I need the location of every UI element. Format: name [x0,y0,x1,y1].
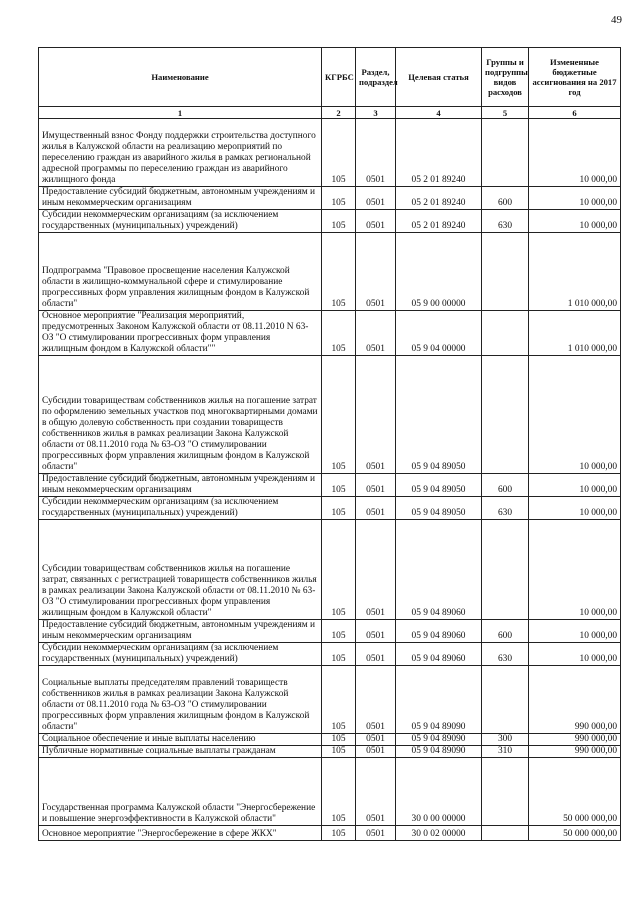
table-row [39,746,621,758]
cell-target: 05 9 04 00000 [396,311,482,356]
table-row [39,520,621,620]
cell-name: Публичные нормативные социальные выплаты гражданам [39,746,322,758]
cell-group [482,666,529,734]
cell-group: 300 [482,734,529,746]
table-row [39,666,621,734]
cell-name: Социальные выплаты председателям правлений товариществ собственников жилья в рамках реализации Закона Калужской области от 08.11.2010 года № 63-ОЗ "О стимулировании прогрессивных форм управления жилищным фондом в Калужской области" [39,666,322,734]
table-row [39,187,621,210]
cell-section: 0501 [356,497,396,520]
cell-target: 05 9 04 89090 [396,734,482,746]
cell-kgrbs: 105 [322,826,356,841]
table-row [39,311,621,356]
cell-section: 0501 [356,119,396,187]
column-number: 5 [482,107,529,119]
cell-target: 30 0 00 00000 [396,758,482,826]
table-row [39,210,621,233]
cell-amount: 990 000,00 [529,746,621,758]
cell-amount: 10 000,00 [529,643,621,666]
cell-amount: 50 000 000,00 [529,826,621,841]
table-row [39,758,621,826]
cell-amount: 10 000,00 [529,356,621,474]
cell-amount: 1 010 000,00 [529,233,621,311]
cell-group [482,119,529,187]
cell-kgrbs: 105 [322,210,356,233]
cell-amount: 10 000,00 [529,119,621,187]
cell-name: Предоставление субсидий бюджетным, автономным учреждениям и иным некоммерческим организациям [39,187,322,210]
cell-name: Основное мероприятие "Реализация мероприятий, предусмотренных Законом Калужской области от 08.11.2010 N 63-ОЗ "О стимулировании прогрессивных форм управления жилищным фондом в Калужской области"" [39,311,322,356]
cell-name: Субсидии некоммерческим организациям (за исключением государственных (муниципальных) учреждений) [39,643,322,666]
table-row [39,620,621,643]
cell-section: 0501 [356,356,396,474]
cell-target: 05 9 04 89050 [396,356,482,474]
header-amount: Измененные бюджетные ассигнования на 2017 год [529,48,621,107]
column-number: 1 [39,107,322,119]
cell-target: 05 9 04 89090 [396,666,482,734]
cell-group [482,520,529,620]
cell-amount: 10 000,00 [529,187,621,210]
cell-name: Субсидии некоммерческим организациям (за исключением государственных (муниципальных) учреждений) [39,497,322,520]
cell-amount: 990 000,00 [529,734,621,746]
cell-name: Предоставление субсидий бюджетным, автономным учреждениям и иным некоммерческим организациям [39,620,322,643]
cell-target: 05 9 04 89060 [396,620,482,643]
cell-kgrbs: 105 [322,520,356,620]
page-number: 49 [611,14,622,26]
cell-group [482,826,529,841]
cell-amount: 10 000,00 [529,520,621,620]
cell-group [482,233,529,311]
cell-target: 05 9 00 00000 [396,233,482,311]
cell-kgrbs: 105 [322,758,356,826]
header-row [39,48,621,107]
cell-amount: 1 010 000,00 [529,311,621,356]
cell-section: 0501 [356,520,396,620]
cell-name: Социальное обеспечение и иные выплаты населению [39,734,322,746]
header-kgrbs: КГРБС [322,48,356,107]
cell-section: 0501 [356,474,396,497]
cell-kgrbs: 105 [322,233,356,311]
column-number: 4 [396,107,482,119]
cell-name: Основное мероприятие "Энергосбережение в сфере ЖКХ" [39,826,322,841]
table-row [39,643,621,666]
cell-section: 0501 [356,233,396,311]
cell-section: 0501 [356,826,396,841]
cell-name: Предоставление субсидий бюджетным, автономным учреждениям и иным некоммерческим организациям [39,474,322,497]
cell-kgrbs: 105 [322,474,356,497]
cell-name: Субсидии некоммерческим организациям (за исключением государственных (муниципальных) учреждений) [39,210,322,233]
cell-amount: 50 000 000,00 [529,758,621,826]
budget-table [38,47,621,841]
cell-target: 05 2 01 89240 [396,119,482,187]
cell-target: 05 2 01 89240 [396,210,482,233]
cell-group: 630 [482,210,529,233]
cell-kgrbs: 105 [322,666,356,734]
column-number-row [39,107,621,119]
cell-kgrbs: 105 [322,620,356,643]
header-group: Группы и подгруппы видов расходов [482,48,529,107]
cell-group: 310 [482,746,529,758]
cell-kgrbs: 105 [322,187,356,210]
table-row [39,497,621,520]
cell-target: 05 9 04 89050 [396,497,482,520]
cell-kgrbs: 105 [322,497,356,520]
cell-kgrbs: 105 [322,356,356,474]
cell-kgrbs: 105 [322,119,356,187]
cell-amount: 10 000,00 [529,620,621,643]
table-row [39,826,621,841]
cell-target: 05 9 04 89050 [396,474,482,497]
cell-kgrbs: 105 [322,746,356,758]
header-name: Наименование [39,48,322,107]
cell-group: 600 [482,620,529,643]
table-row [39,233,621,311]
cell-name: Подпрограмма "Правовое просвещение населения Калужской области в жилищно-коммунальной сфере и стимулирование прогрессивных форм управления жилищным фондом в Калужской области" [39,233,322,311]
cell-section: 0501 [356,187,396,210]
cell-group [482,356,529,474]
cell-kgrbs: 105 [322,643,356,666]
cell-amount: 10 000,00 [529,474,621,497]
column-number: 2 [322,107,356,119]
table-row [39,474,621,497]
cell-section: 0501 [356,734,396,746]
cell-target: 05 2 01 89240 [396,187,482,210]
column-number: 3 [356,107,396,119]
cell-name: Имущественный взнос Фонду поддержки строительства доступного жилья в Калужской области на реализацию мероприятий по переселению граждан из аварийного жилья в рамках региональной адресной программы по переселению граждан из аварийного жилищного фонда [39,119,322,187]
cell-amount: 10 000,00 [529,497,621,520]
cell-section: 0501 [356,620,396,643]
cell-section: 0501 [356,311,396,356]
table-row [39,119,621,187]
cell-group [482,311,529,356]
cell-section: 0501 [356,758,396,826]
header-section: Раздел, подраздел [356,48,396,107]
table-row [39,734,621,746]
cell-target: 30 0 02 00000 [396,826,482,841]
cell-group: 630 [482,497,529,520]
cell-group: 600 [482,187,529,210]
cell-section: 0501 [356,746,396,758]
cell-name: Государственная программа Калужской области "Энергосбережение и повышение энергоэффективности в Калужской области" [39,758,322,826]
cell-target: 05 9 04 89060 [396,520,482,620]
cell-target: 05 9 04 89060 [396,643,482,666]
cell-section: 0501 [356,666,396,734]
cell-group: 630 [482,643,529,666]
cell-name: Субсидии товариществам собственников жилья на погашение затрат, связанных с регистрацией товариществ собственников жилья в рамках реализации Закона Калужской области от 08.11.2010 № 63-ОЗ "О стимулировании прогрессивных форм управления жилищным фондом в Калужской области" [39,520,322,620]
cell-target: 05 9 04 89090 [396,746,482,758]
cell-amount: 990 000,00 [529,666,621,734]
cell-kgrbs: 105 [322,734,356,746]
cell-section: 0501 [356,643,396,666]
cell-section: 0501 [356,210,396,233]
cell-kgrbs: 105 [322,311,356,356]
header-target: Целевая статья [396,48,482,107]
column-number: 6 [529,107,621,119]
cell-group [482,758,529,826]
cell-amount: 10 000,00 [529,210,621,233]
table-row [39,356,621,474]
cell-group: 600 [482,474,529,497]
cell-name: Субсидии товариществам собственников жилья на погашение затрат по оформлению земельных участков под многоквартирными домами в общую долевую собственность при создании товариществ собственников жилья в рамках реализации Закона Калужской области от 08.11.2010 года № 63-ОЗ "О стимулировании прогрессивных форм управления жилищным фондом в Калужской области" [39,356,322,474]
